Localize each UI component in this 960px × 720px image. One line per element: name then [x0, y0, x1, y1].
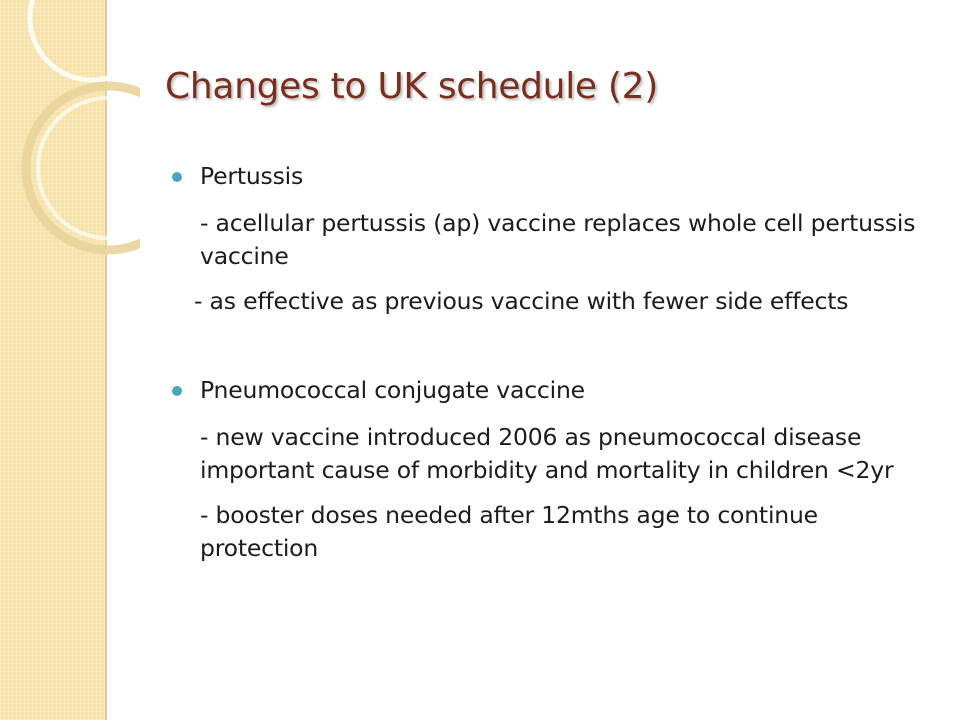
slide-title: Changes to UK schedule (2) [165, 66, 658, 107]
pertussis-line-1: - acellular pertussis (ap) vaccine replaces whole cell pertussis vaccine [200, 209, 916, 270]
pertussis-line-2: - as effective as previous vaccine with fewer side effects [194, 287, 849, 315]
bullet-pertussis: Pertussis [172, 160, 932, 193]
pneumococcal-line-2: - booster doses needed after 12mths age to continue protection [200, 501, 818, 562]
pneumococcal-line-1: - new vaccine introduced 2006 as pneumococcal disease important cause of morbidity and mortality in children <2yr [200, 423, 894, 484]
spacer [172, 330, 932, 374]
slide-body [172, 160, 932, 577]
bullet-pneumococcal: Pneumococcal conjugate vaccine [172, 374, 932, 407]
decorative-circles [0, 0, 140, 260]
